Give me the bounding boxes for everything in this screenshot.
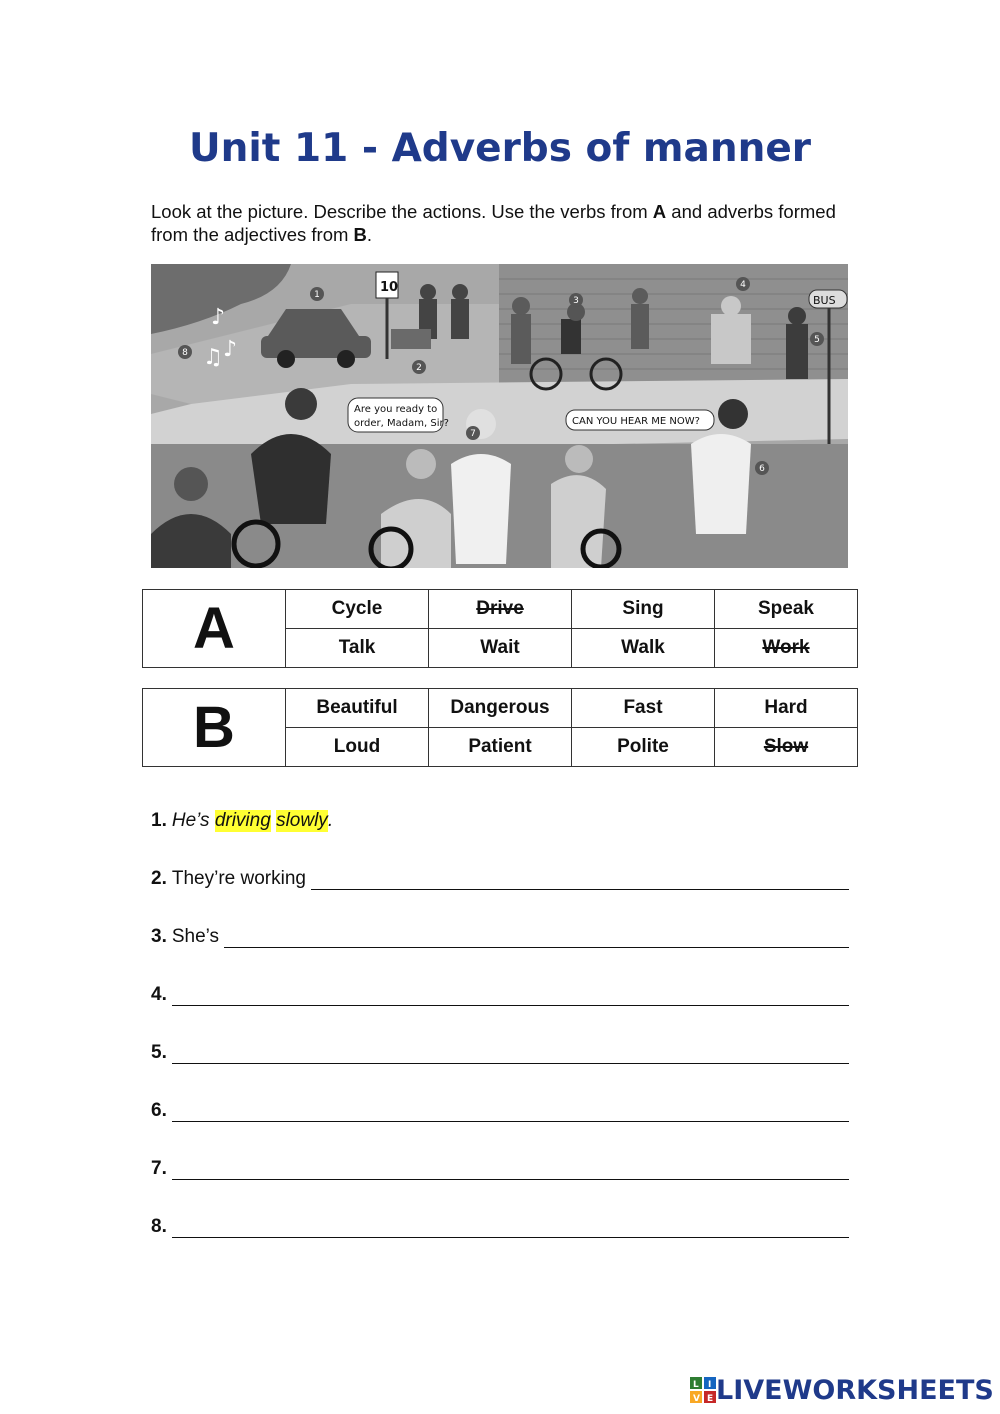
- svg-text:2: 2: [416, 363, 422, 373]
- adj-slow-struck: Slow: [715, 728, 858, 767]
- svg-text:order, Madam, Sir?: order, Madam, Sir?: [354, 418, 449, 429]
- table-b-label: B: [143, 689, 286, 767]
- speech-bubble-phone: [566, 410, 714, 430]
- answer-blank-6[interactable]: [172, 1101, 849, 1122]
- verb-work-struck: Work: [715, 629, 858, 668]
- instructions: Look at the picture. Describe the actions. Use the verbs from A and adverbs formed from the adjectives from B.: [151, 201, 836, 245]
- svg-text:♪: ♪: [211, 305, 226, 330]
- table-a-label: A: [143, 590, 286, 668]
- example-sentence: 1. He’s driving slowly .: [151, 810, 334, 831]
- svg-text:5: 5: [814, 335, 820, 345]
- adj-beautiful: Beautiful: [286, 689, 429, 728]
- speed-sign-text: 10: [380, 280, 399, 295]
- svg-text:CAN YOU HEAR ME NOW?: CAN YOU HEAR ME NOW?: [572, 416, 700, 427]
- speech-bubble-waiter: [348, 398, 449, 432]
- svg-text:1: 1: [314, 290, 320, 300]
- adj-loud: Loud: [286, 728, 429, 767]
- svg-text:6: 6: [759, 464, 765, 474]
- answer-line-6: 6.: [151, 1096, 849, 1122]
- svg-text:V: V: [693, 1394, 700, 1403]
- answer-line-5: 5.: [151, 1038, 849, 1064]
- verb-walk: Walk: [572, 629, 715, 668]
- liveworksheets-wordmark: LIVEWORKSHEETS: [716, 1374, 994, 1406]
- svg-text:3: 3: [573, 296, 579, 306]
- svg-text:8: 8: [182, 348, 188, 358]
- svg-text:4: 4: [740, 280, 746, 290]
- answer-line-4: 4.: [151, 980, 849, 1006]
- adj-polite: Polite: [572, 728, 715, 767]
- liveworksheets-logo[interactable]: [690, 1374, 994, 1406]
- svg-text:L: L: [693, 1380, 699, 1390]
- answer-line-8: 8.: [151, 1212, 849, 1238]
- verb-wait: Wait: [429, 629, 572, 668]
- adjectives-table-b: [142, 688, 858, 767]
- bus-sign-text: BUS: [813, 294, 836, 307]
- answer-line-2: 2. They’re working: [151, 864, 849, 890]
- answer-blank-8[interactable]: [172, 1217, 849, 1238]
- answer-line-3: 3. She’s: [151, 922, 849, 948]
- answer-blank-4[interactable]: [172, 985, 849, 1006]
- svg-text:Are you ready to: Are you ready to: [354, 404, 438, 415]
- liveworksheets-logo-icon: [690, 1377, 716, 1403]
- svg-text:E: E: [707, 1394, 714, 1403]
- answer-line-7: 7.: [151, 1154, 849, 1180]
- answer-blank-7[interactable]: [172, 1159, 849, 1180]
- adj-dangerous: Dangerous: [429, 689, 572, 728]
- verb-cycle: Cycle: [286, 590, 429, 629]
- adj-fast: Fast: [572, 689, 715, 728]
- verb-sing: Sing: [572, 590, 715, 629]
- verb-drive-struck: Drive: [429, 590, 572, 629]
- svg-text:7: 7: [470, 429, 476, 439]
- answer-blank-5[interactable]: [172, 1043, 849, 1064]
- example-verb-highlight: driving: [214, 810, 271, 831]
- adj-patient: Patient: [429, 728, 572, 767]
- street-scene-illustration: [151, 264, 848, 568]
- answer-blank-3[interactable]: [224, 927, 849, 948]
- answer-blank-2[interactable]: [311, 869, 849, 890]
- svg-text:♪: ♪: [223, 337, 238, 362]
- scene-drawing: [151, 264, 848, 568]
- svg-text:♫: ♫: [203, 345, 223, 370]
- verbs-table-a: [142, 589, 858, 668]
- verb-talk: Talk: [286, 629, 429, 668]
- svg-text:I: I: [708, 1380, 712, 1390]
- adj-hard: Hard: [715, 689, 858, 728]
- page-title: Unit 11 - Adverbs of manner: [188, 126, 812, 171]
- verb-speak: Speak: [715, 590, 858, 629]
- example-adverb-highlight: slowly: [276, 810, 328, 831]
